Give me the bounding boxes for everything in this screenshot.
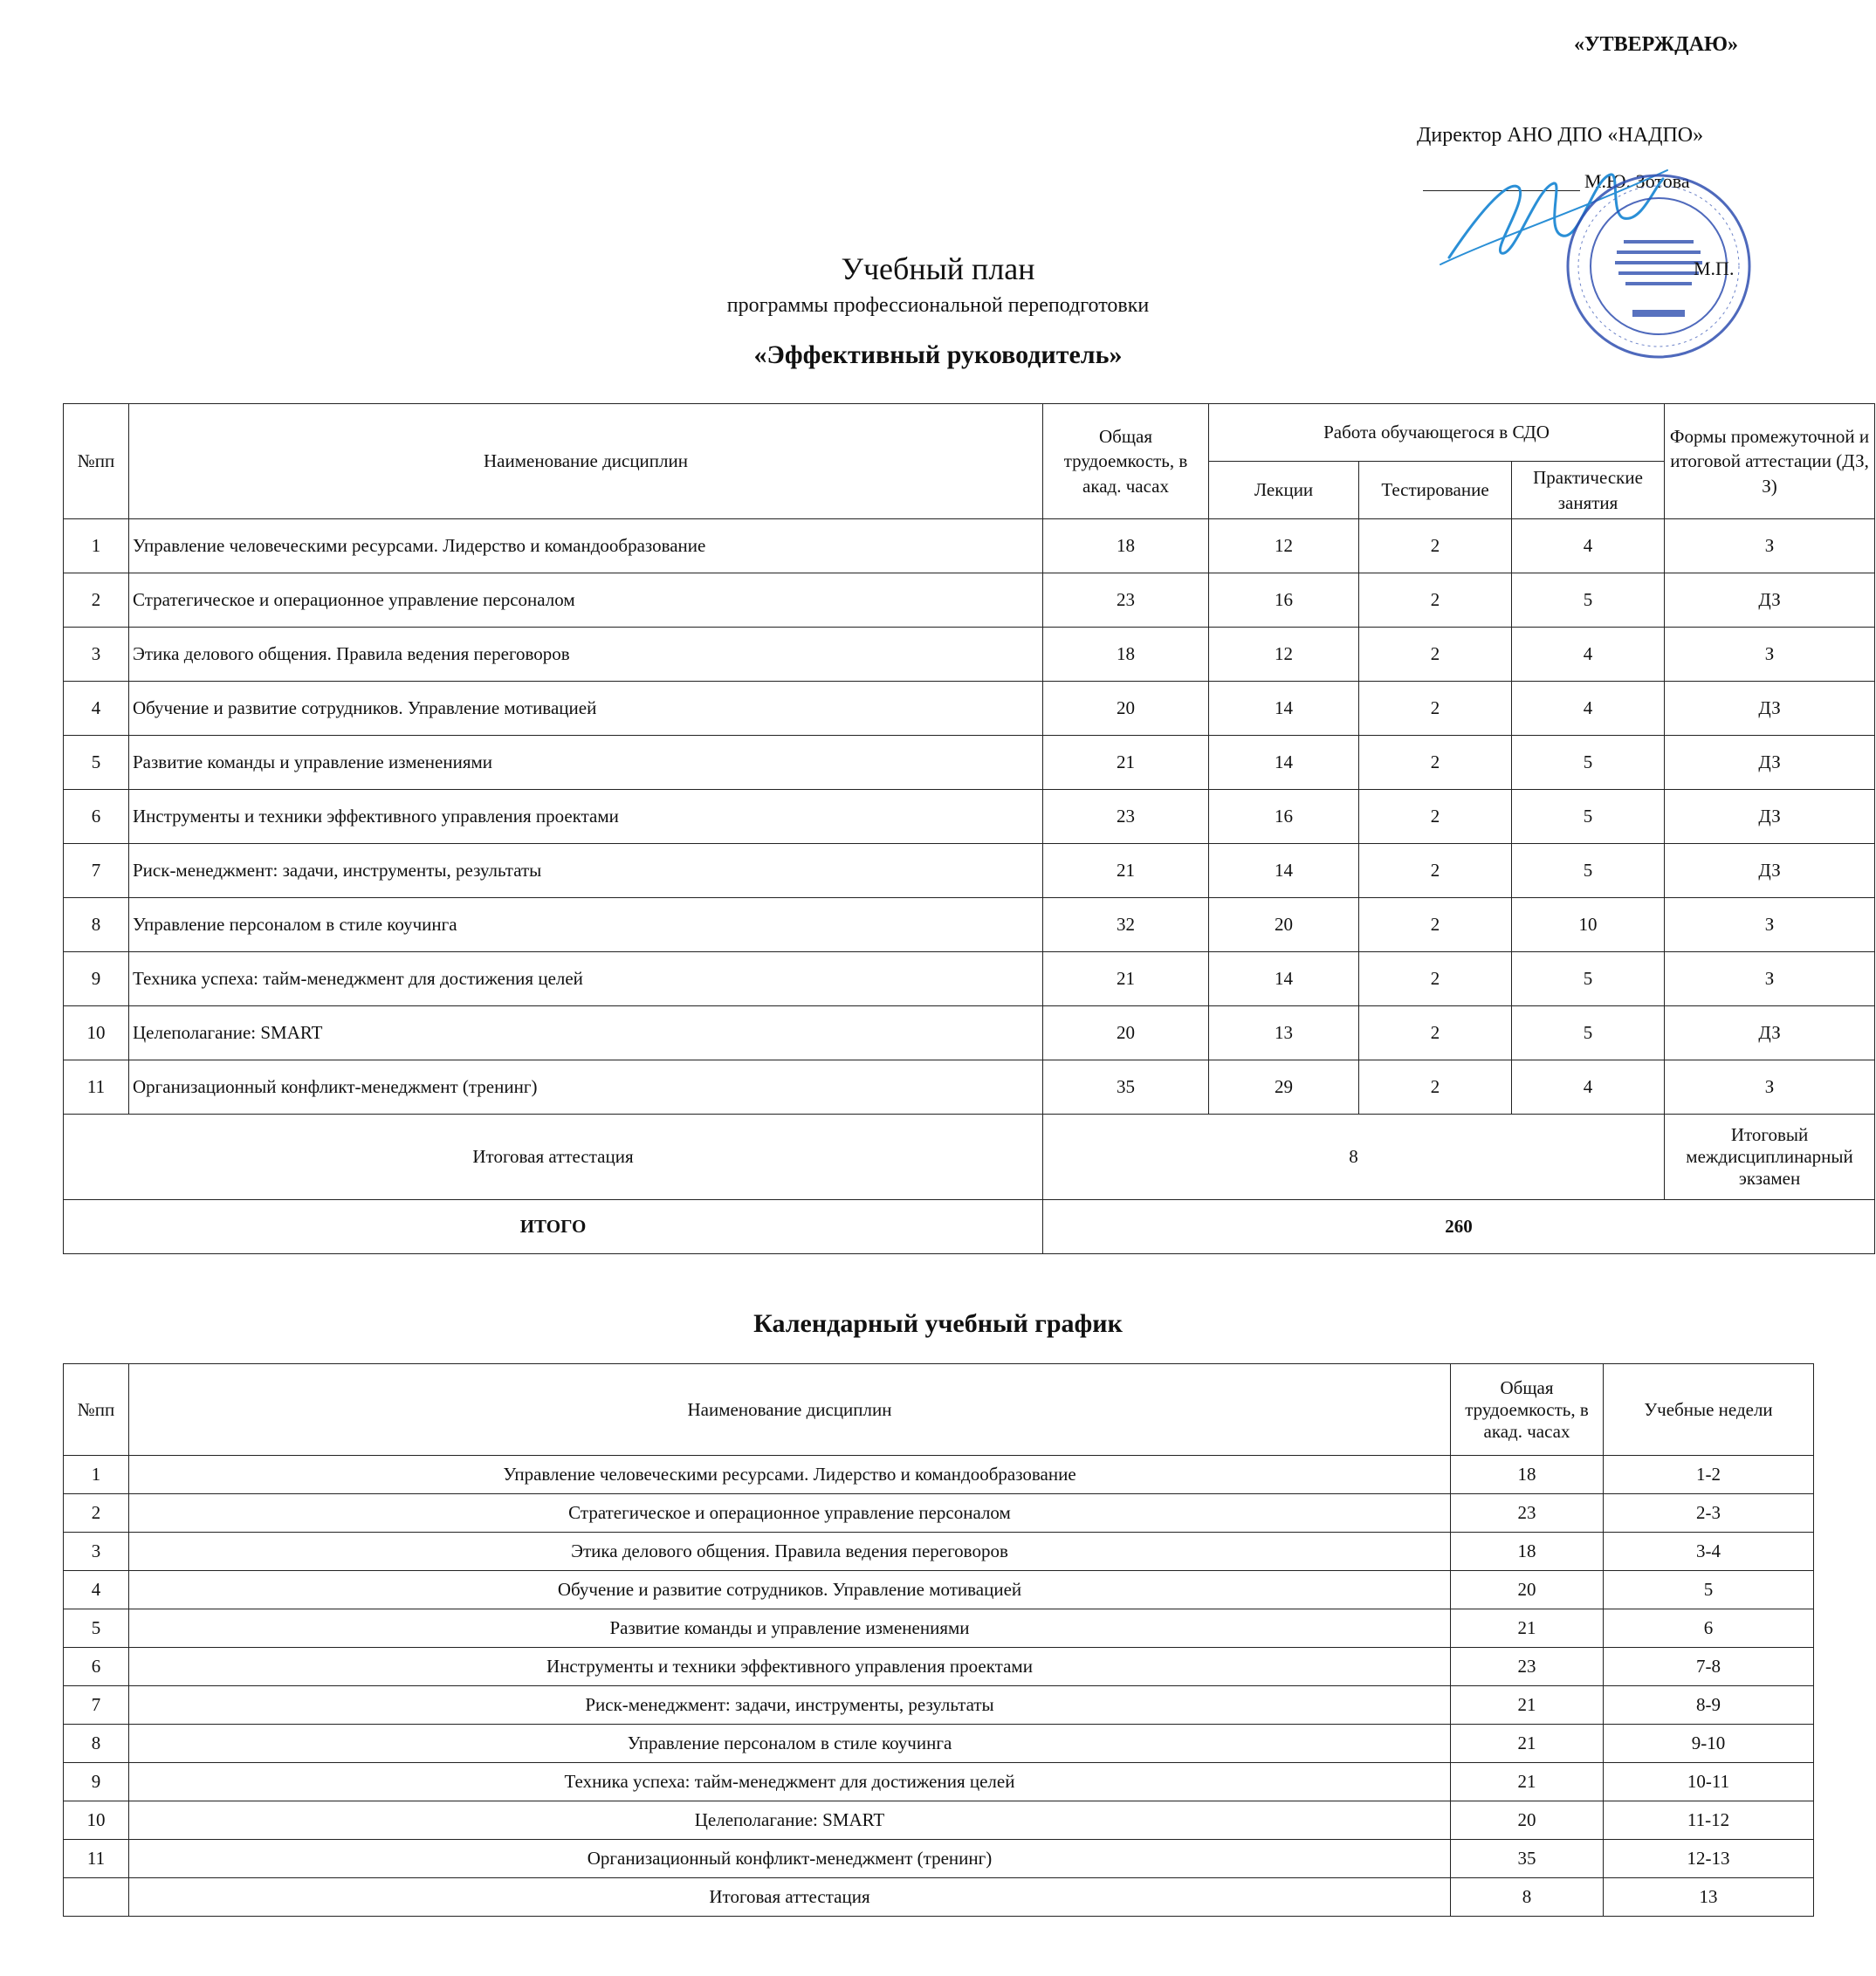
table-row [64,1060,1875,1115]
cal-discipline-name: Управление персоналом в стиле коучинга [129,1725,1451,1763]
cal-row-number: 11 [64,1840,129,1878]
assessment-form: З [1665,628,1875,682]
table-row [64,898,1875,952]
row-number: 9 [64,952,129,1006]
cal-row-number: 6 [64,1648,129,1686]
cal-row-number: 1 [64,1456,129,1494]
table-row [64,790,1875,844]
assessment-form: ДЗ [1665,573,1875,628]
table-row [64,573,1875,628]
total-hours: 18 [1043,519,1209,573]
cal-weeks: 8-9 [1604,1686,1814,1725]
total-row [64,1200,1875,1254]
document-title: Учебный план [841,251,1035,286]
table-row [64,682,1875,736]
calendar-row [64,1878,1814,1917]
calendar-row [64,1686,1814,1725]
cal-weeks: 2-3 [1604,1494,1814,1533]
cal-total-hours: 18 [1451,1533,1604,1571]
calendar-row [64,1609,1814,1648]
cal-weeks: 7-8 [1604,1648,1814,1686]
total-label: ИТОГО [64,1200,1043,1254]
assessment-form: З [1665,952,1875,1006]
cal-row-number: 8 [64,1725,129,1763]
cal-discipline-name: Этика делового общения. Правила ведения переговоров [129,1533,1451,1571]
cal-discipline-name: Целеполагание: SMART [129,1801,1451,1840]
calendar-row [64,1456,1814,1494]
table-row [64,736,1875,790]
cal-weeks: 1-2 [1604,1456,1814,1494]
lecture-hours: 14 [1209,682,1359,736]
total-hours: 18 [1043,628,1209,682]
cal-total-hours: 35 [1451,1840,1604,1878]
calendar-row [64,1533,1814,1571]
final-attestation-form: Итоговый междисциплинарный экзамен [1665,1115,1875,1200]
testing-hours: 2 [1359,844,1512,898]
total-hours: 23 [1043,790,1209,844]
total-hours: 32 [1043,898,1209,952]
table-row [64,844,1875,898]
cal-row-number: 9 [64,1763,129,1801]
cal-total-hours: 23 [1451,1648,1604,1686]
cal-row-number [64,1878,129,1917]
cal-discipline-name: Инструменты и техники эффективного управления проектами [129,1648,1451,1686]
testing-hours: 2 [1359,952,1512,1006]
curriculum-table [63,403,1875,1254]
header-sdo-work: Работа обучающегося в СДО [1209,404,1665,462]
cal-discipline-name: Риск-менеджмент: задачи, инструменты, результаты [129,1686,1451,1725]
stamp-place-label: М.П. [1694,257,1735,279]
total-hours: 21 [1043,952,1209,1006]
total-hours: 35 [1043,1060,1209,1115]
assessment-form: З [1665,1060,1875,1115]
lecture-hours: 12 [1209,519,1359,573]
practice-hours: 4 [1512,682,1665,736]
cal-weeks: 3-4 [1604,1533,1814,1571]
header-practice: Практические занятия [1512,462,1665,519]
row-number: 11 [64,1060,129,1115]
header-total-hours: Общая трудоемкость, в акад. часах [1043,404,1209,519]
cal-discipline-name: Обучение и развитие сотрудников. Управление мотивацией [129,1571,1451,1609]
cal-header-total-hours: Общая трудоемкость, в акад. часах [1451,1364,1604,1456]
cal-weeks: 6 [1604,1609,1814,1648]
calendar-row [64,1571,1814,1609]
practice-hours: 4 [1512,519,1665,573]
cal-total-hours: 21 [1451,1763,1604,1801]
discipline-name: Организационный конфликт-менеджмент (тренинг) [129,1060,1043,1115]
cal-discipline-name: Техника успеха: тайм-менеджмент для достижения целей [129,1763,1451,1801]
calendar-title: Календарный учебный график [753,1309,1123,1338]
cal-total-hours: 20 [1451,1801,1604,1840]
practice-hours: 5 [1512,736,1665,790]
row-number: 4 [64,682,129,736]
discipline-name: Техника успеха: тайм-менеджмент для достижения целей [129,952,1043,1006]
cal-total-hours: 20 [1451,1571,1604,1609]
lecture-hours: 14 [1209,844,1359,898]
calendar-row [64,1725,1814,1763]
cal-header-name: Наименование дисциплин [129,1364,1451,1456]
cal-discipline-name: Развитие команды и управление изменениями [129,1609,1451,1648]
total-hours: 20 [1043,1006,1209,1060]
testing-hours: 2 [1359,573,1512,628]
cal-total-hours: 23 [1451,1494,1604,1533]
lecture-hours: 14 [1209,952,1359,1006]
final-attestation-row [64,1115,1875,1200]
table-row [64,628,1875,682]
discipline-name: Развитие команды и управление изменениями [129,736,1043,790]
table-row [64,952,1875,1006]
row-number: 3 [64,628,129,682]
header-lectures: Лекции [1209,462,1359,519]
program-name: «Эффективный руководитель» [753,340,1123,369]
calendar-row [64,1840,1814,1878]
total-hours: 23 [1043,573,1209,628]
lecture-hours: 13 [1209,1006,1359,1060]
practice-hours: 4 [1512,1060,1665,1115]
discipline-name: Обучение и развитие сотрудников. Управление мотивацией [129,682,1043,736]
cal-weeks: 5 [1604,1571,1814,1609]
lecture-hours: 16 [1209,790,1359,844]
discipline-name: Управление персоналом в стиле коучинга [129,898,1043,952]
assessment-form: ДЗ [1665,844,1875,898]
cal-total-hours: 8 [1451,1878,1604,1917]
testing-hours: 2 [1359,1006,1512,1060]
cal-row-number: 4 [64,1571,129,1609]
cal-row-number: 2 [64,1494,129,1533]
practice-hours: 5 [1512,952,1665,1006]
assessment-form: ДЗ [1665,1006,1875,1060]
final-attestation-hours: 8 [1043,1115,1665,1200]
signer-name: М.Ю. Зотова [1584,170,1690,192]
cal-header-num: №пп [64,1364,129,1456]
calendar-row [64,1648,1814,1686]
director-title: Директор АНО ДПО «НАДПО» [1417,124,1704,147]
total-hours: 21 [1043,844,1209,898]
assessment-form: ДЗ [1665,682,1875,736]
approval-heading: «УТВЕРЖДАЮ» [1574,33,1739,56]
discipline-name: Целеполагание: SMART [129,1006,1043,1060]
assessment-form: З [1665,898,1875,952]
cal-discipline-name: Итоговая аттестация [129,1878,1451,1917]
final-attestation-label: Итоговая аттестация [64,1115,1043,1200]
cal-total-hours: 21 [1451,1609,1604,1648]
row-number: 6 [64,790,129,844]
testing-hours: 2 [1359,790,1512,844]
practice-hours: 5 [1512,844,1665,898]
assessment-form: ДЗ [1665,790,1875,844]
header-assessment-forms: Формы промежуточной и итоговой аттестации (ДЗ, З) [1665,404,1875,519]
cal-weeks: 9-10 [1604,1725,1814,1763]
row-number: 7 [64,844,129,898]
document-subtitle: программы профессиональной переподготовки [726,294,1150,317]
cal-discipline-name: Стратегическое и операционное управление персоналом [129,1494,1451,1533]
lecture-hours: 12 [1209,628,1359,682]
row-number: 10 [64,1006,129,1060]
cal-weeks: 10-11 [1604,1763,1814,1801]
practice-hours: 10 [1512,898,1665,952]
cal-total-hours: 21 [1451,1686,1604,1725]
discipline-name: Этика делового общения. Правила ведения переговоров [129,628,1043,682]
discipline-name: Инструменты и техники эффективного управления проектами [129,790,1043,844]
calendar-table [63,1363,1814,1917]
assessment-form: З [1665,519,1875,573]
cal-discipline-name: Организационный конфликт-менеджмент (тренинг) [129,1840,1451,1878]
lecture-hours: 29 [1209,1060,1359,1115]
testing-hours: 2 [1359,682,1512,736]
testing-hours: 2 [1359,628,1512,682]
table-row [64,1006,1875,1060]
cal-total-hours: 18 [1451,1456,1604,1494]
practice-hours: 5 [1512,573,1665,628]
cal-row-number: 7 [64,1686,129,1725]
practice-hours: 4 [1512,628,1665,682]
total-hours: 21 [1043,736,1209,790]
row-number: 8 [64,898,129,952]
testing-hours: 2 [1359,898,1512,952]
total-hours: 20 [1043,682,1209,736]
cal-row-number: 5 [64,1609,129,1648]
header-num: №пп [64,404,129,519]
row-number: 5 [64,736,129,790]
header-name: Наименование дисциплин [129,404,1043,519]
table-row [64,519,1875,573]
calendar-row [64,1494,1814,1533]
calendar-row [64,1801,1814,1840]
testing-hours: 2 [1359,1060,1512,1115]
lecture-hours: 16 [1209,573,1359,628]
lecture-hours: 20 [1209,898,1359,952]
header-testing: Тестирование [1359,462,1512,519]
assessment-form: ДЗ [1665,736,1875,790]
discipline-name: Стратегическое и операционное управление персоналом [129,573,1043,628]
cal-total-hours: 21 [1451,1725,1604,1763]
practice-hours: 5 [1512,1006,1665,1060]
cal-weeks: 13 [1604,1878,1814,1917]
discipline-name: Управление человеческими ресурсами. Лидерство и командообразование [129,519,1043,573]
discipline-name: Риск-менеджмент: задачи, инструменты, результаты [129,844,1043,898]
testing-hours: 2 [1359,519,1512,573]
lecture-hours: 14 [1209,736,1359,790]
cal-discipline-name: Управление человеческими ресурсами. Лидерство и командообразование [129,1456,1451,1494]
practice-hours: 5 [1512,790,1665,844]
cal-weeks: 11-12 [1604,1801,1814,1840]
calendar-row [64,1763,1814,1801]
testing-hours: 2 [1359,736,1512,790]
row-number: 1 [64,519,129,573]
cal-row-number: 3 [64,1533,129,1571]
cal-header-weeks: Учебные недели [1604,1364,1814,1456]
cal-row-number: 10 [64,1801,129,1840]
cal-weeks: 12-13 [1604,1840,1814,1878]
row-number: 2 [64,573,129,628]
total-hours-value: 260 [1043,1200,1875,1254]
